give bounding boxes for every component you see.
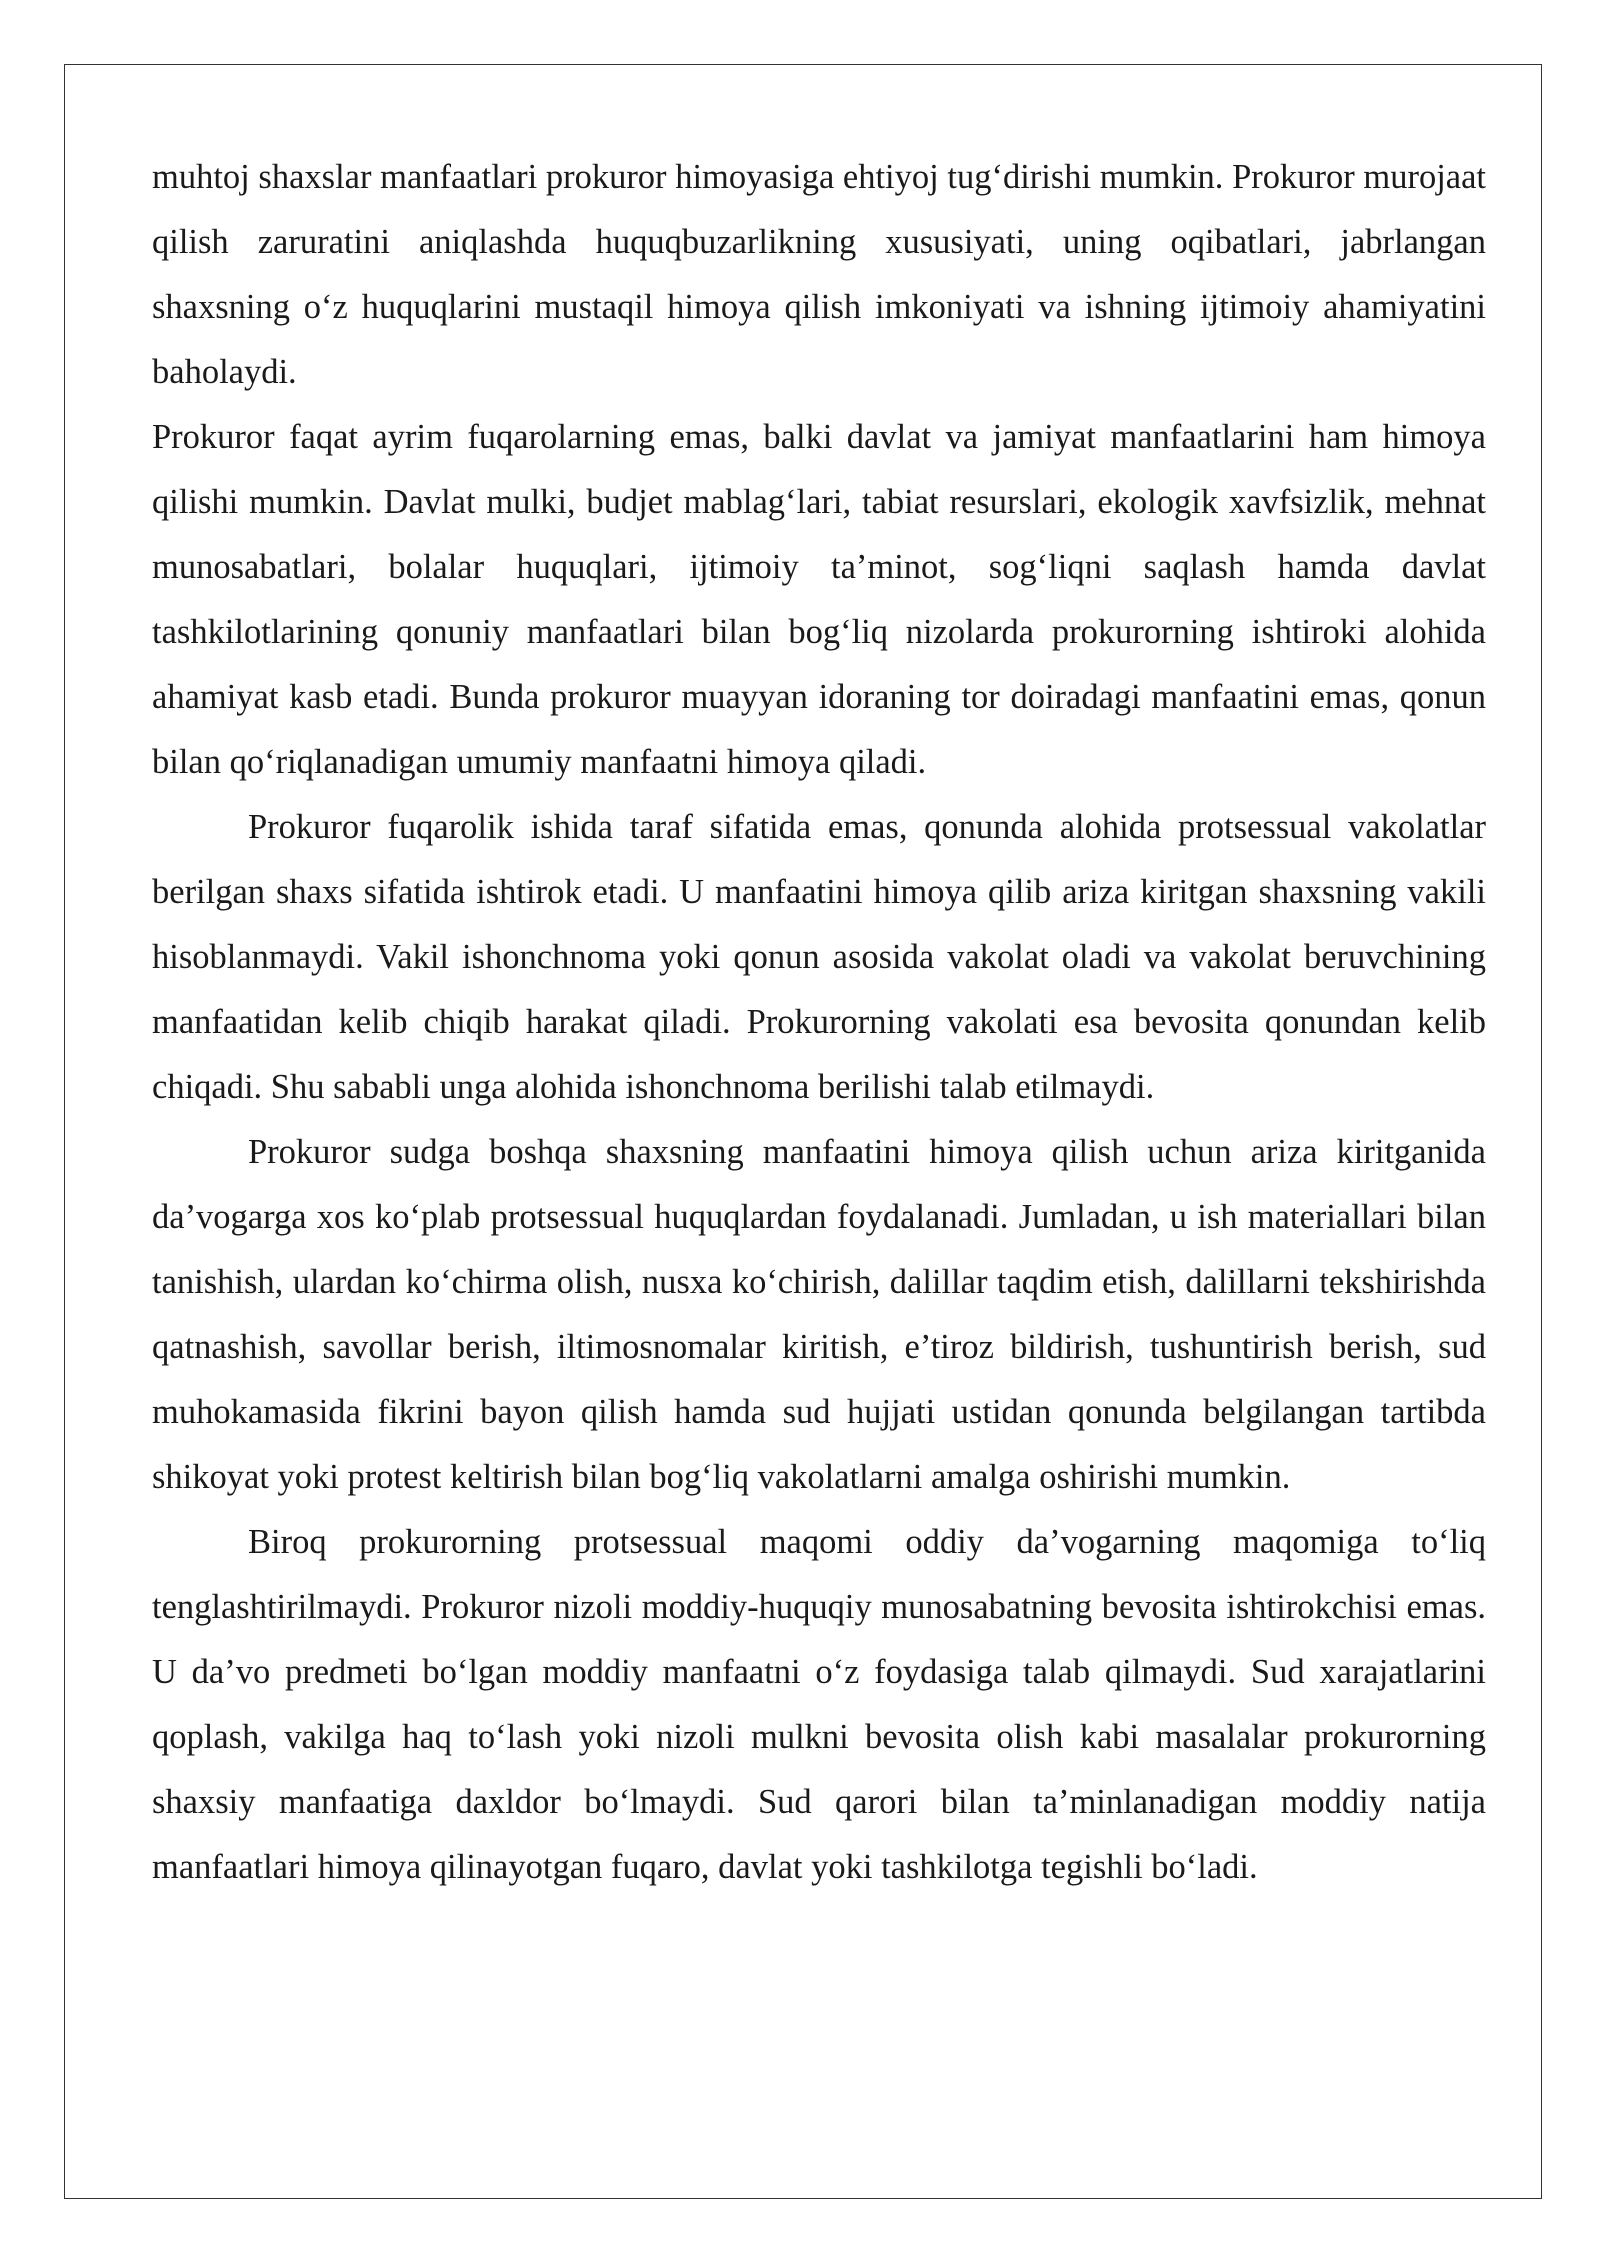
paragraph: muhtoj shaxslar manfaatlari prokuror himoyasiga ehtiyoj tug‘dirishi mumkin. Prokuror murojaat qilish zaruratini aniqlashda huquqbuzarlikning xususiyati, uning oqibatlari, jabrlangan shaxsning o‘z huquqlarini mustaqil himoya qilish imkoniyati va ishning ijtimoiy ahamiyatini baholaydi. [152, 158, 1486, 391]
paragraph: Prokuror sudga boshqa shaxsning manfaatini himoya qilish uchun ariza kiritganida da’vogarga xos ko‘plab protsessual huquqlardan foydalanadi. Jumladan, u ish materiallari bilan tanishish, ulardan ko‘chirma olish, nusxa ko‘chirish, dalillar taqdim etish, dalillarni tekshirishda qatnashish, savollar berish, iltimosnomalar kiritish, e’tiroz bildirish, tushuntirish berish, sud muhokamasida fikrini bayon qilish hamda sud hujjati ustidan qonunda belgilangan tartibda shikoyat yoki protest keltirish bilan bog‘liq vakolatlarni amalga oshirishi mumkin. [152, 1133, 1486, 1496]
paragraph: Prokuror faqat ayrim fuqarolarning emas, balki davlat va jamiyat manfaatlarini ham himoya qilishi mumkin. Davlat mulki, budjet mablag‘lari, tabiat resurslari, ekologik xavfsizlik, mehnat munosabatlari, bolalar huquqlari, ijtimoiy ta’minot, sog‘liqni saqlash hamda davlat tashkilotlarining qonuniy manfaatlari bilan bog‘liq nizolarda prokurorning ishtiroki alohida ahamiyat kasb etadi. Bunda prokuror muayyan idoraning tor doiradagi manfaatini emas, qonun bilan qo‘riqlanadigan umumiy manfaatni himoya qiladi. [152, 418, 1486, 781]
paragraph: Biroq prokurorning protsessual maqomi oddiy da’vogarning maqomiga to‘liq tenglashtirilmaydi. Prokuror nizoli moddiy-huquqiy munosabatning bevosita ishtirokchisi emas. U da’vo predmeti bo‘lgan moddiy manfaatni o‘z foydasiga talab qilmaydi. Sud xarajatlarini qoplash, vakilga haq to‘lash yoki nizoli mulkni bevosita olish kabi masalalar prokurorning shaxsiy manfaatiga daxldor bo‘lmaydi. Sud qarori bilan ta’minlanadigan moddiy natija manfaatlari himoya qilinayotgan fuqaro, davlat yoki tashkilotga tegishli bo‘ladi. [152, 1523, 1486, 1886]
document-body [152, 145, 1486, 1900]
paragraph: Prokuror fuqarolik ishida taraf sifatida emas, qonunda alohida protsessual vakolatlar berilgan shaxs sifatida ishtirok etadi. U manfaatini himoya qilib ariza kiritgan shaxsning vakili hisoblanmaydi. Vakil ishonchnoma yoki qonun asosida vakolat oladi va vakolat beruvchining manfaatidan kelib chiqib harakat qiladi. Prokurorning vakolati esa bevosita qonundan kelib chiqadi. Shu sababli unga alohida ishonchnoma berilishi talab etilmaydi. [152, 808, 1486, 1106]
